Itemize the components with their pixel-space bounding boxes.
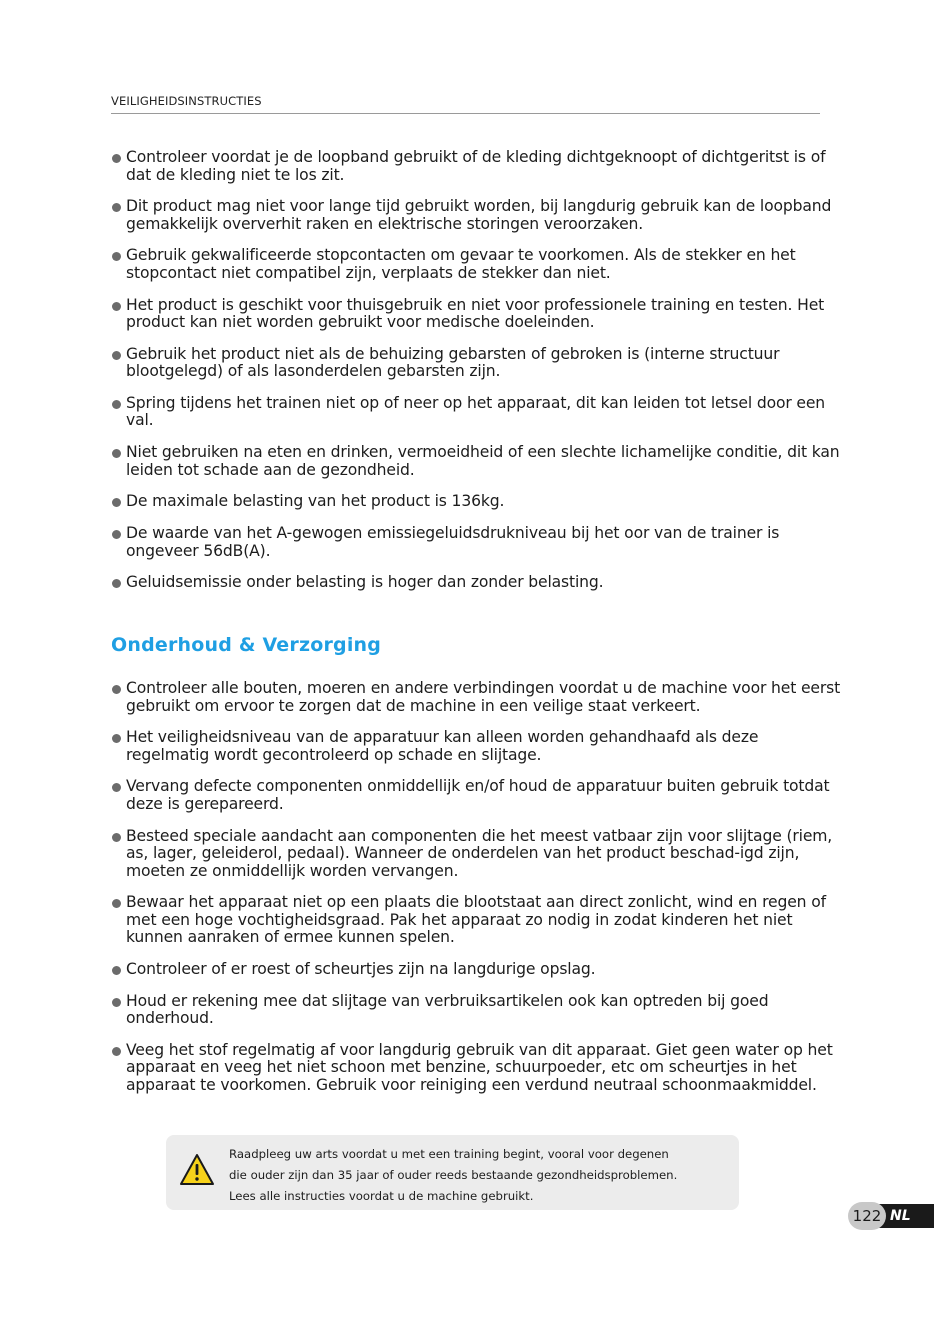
list-item: Vervang defecte componenten onmiddellijk en/of houd de apparatuur buiten gebruik totdat deze is gerepareerd.	[111, 778, 841, 813]
list-item: Het veiligheidsniveau van de apparatuur kan alleen worden gehandhaafd als deze regelmatig wordt gecontroleerd op schade en slijtage.	[111, 729, 841, 764]
list-item: De waarde van het A-gewogen emissiegeluidsdrukniveau bij het oor van de trainer is ongeveer 56dB(A).	[111, 525, 841, 560]
list-item: Het product is geschikt voor thuisgebruik en niet voor professionele training en testen. Het product kan niet worden gebruikt voor medische doeleinden.	[111, 297, 841, 332]
list-item: Controleer voordat je de loopband gebruikt of de kleding dichtgeknoopt of dichtgeritst is of dat de kleding niet te los zit.	[111, 149, 841, 184]
safety-instructions-list	[111, 149, 841, 606]
list-item: Spring tijdens het trainen niet op of neer op het apparaat, dit kan leiden tot letsel door een val.	[111, 395, 841, 430]
notice-line: Raadpleeg uw arts voordat u met een training begint, vooral voor degenen	[229, 1147, 669, 1161]
list-item: De maximale belasting van het product is 136kg.	[111, 493, 841, 511]
notice-text	[229, 1144, 735, 1207]
section-label: VEILIGHEIDSINSTRUCTIES	[111, 94, 262, 108]
list-item: Dit product mag niet voor lange tijd gebruikt worden, bij langdurig gebruik kan de loopband gemakkelijk oververhit raken en elektrische storingen veroorzaken.	[111, 198, 841, 233]
maintenance-list	[111, 680, 841, 1109]
list-item: Geluidsemissie onder belasting is hoger dan zonder belasting.	[111, 574, 841, 592]
notice-line: Lees alle instructies voordat u de machine gebruikt.	[229, 1189, 534, 1203]
list-item: Gebruik gekwalificeerde stopcontacten om gevaar te voorkomen. Als de stekker en het stopcontact niet compatibel zijn, verplaats de stekker dan niet.	[111, 247, 841, 282]
list-item: Controleer alle bouten, moeren en andere verbindingen voordat u de machine voor het eerst gebruikt om ervoor te zorgen dat de machine in een veilige staat verkeert.	[111, 680, 841, 715]
list-item: Controleer of er roest of scheurtjes zijn na langdurige opslag.	[111, 961, 841, 979]
page-number: 122	[848, 1202, 886, 1230]
list-item: Houd er rekening mee dat slijtage van verbruiksartikelen ook kan optreden bij goed onderhoud.	[111, 993, 841, 1028]
section-heading: Onderhoud & Verzorging	[111, 634, 382, 656]
list-item: Besteed speciale aandacht aan componenten die het meest vatbaar zijn voor slijtage (riem, as, lager, geleiderol, pedaal). Wanneer de onderdelen van het product beschad-igd zijn, moeten ze onmiddellijk worden vervangen.	[111, 828, 841, 881]
list-item: Gebruik het product niet als de behuizing gebarsten of gebroken is (interne structuur blootgelegd) of als lasonderdelen gebarsten zijn.	[111, 346, 841, 381]
notice-line: die ouder zijn dan 35 jaar of ouder reeds bestaande gezondheidsproblemen.	[229, 1168, 678, 1182]
list-item: Bewaar het apparaat niet op een plaats die blootstaat aan direct zonlicht, wind en regen of met een hoge vochtigheidsgraad. Pak het apparaat zo nodig in zodat kinderen het niet kunnen aanraken of ermee kunnen spelen.	[111, 894, 841, 947]
list-item: Niet gebruiken na eten en drinken, vermoeidheid of een slechte lichamelijke conditie, dit kan leiden tot schade aan de gezondheid.	[111, 444, 841, 479]
list-item: Veeg het stof regelmatig af voor langdurig gebruik van dit apparaat. Giet geen water op het apparaat en veeg het niet schoon met benzine, schuurpoeder, etc om scheurtjes in het apparaat te voorkomen. Gebruik voor reiniging een verdund neutraal schoonmaakmiddel.	[111, 1042, 841, 1095]
page-tab	[848, 1202, 934, 1230]
language-code: NL	[890, 1208, 911, 1224]
warning-triangle-icon	[179, 1153, 215, 1187]
running-header	[111, 94, 820, 114]
warning-notice-box	[166, 1135, 739, 1210]
